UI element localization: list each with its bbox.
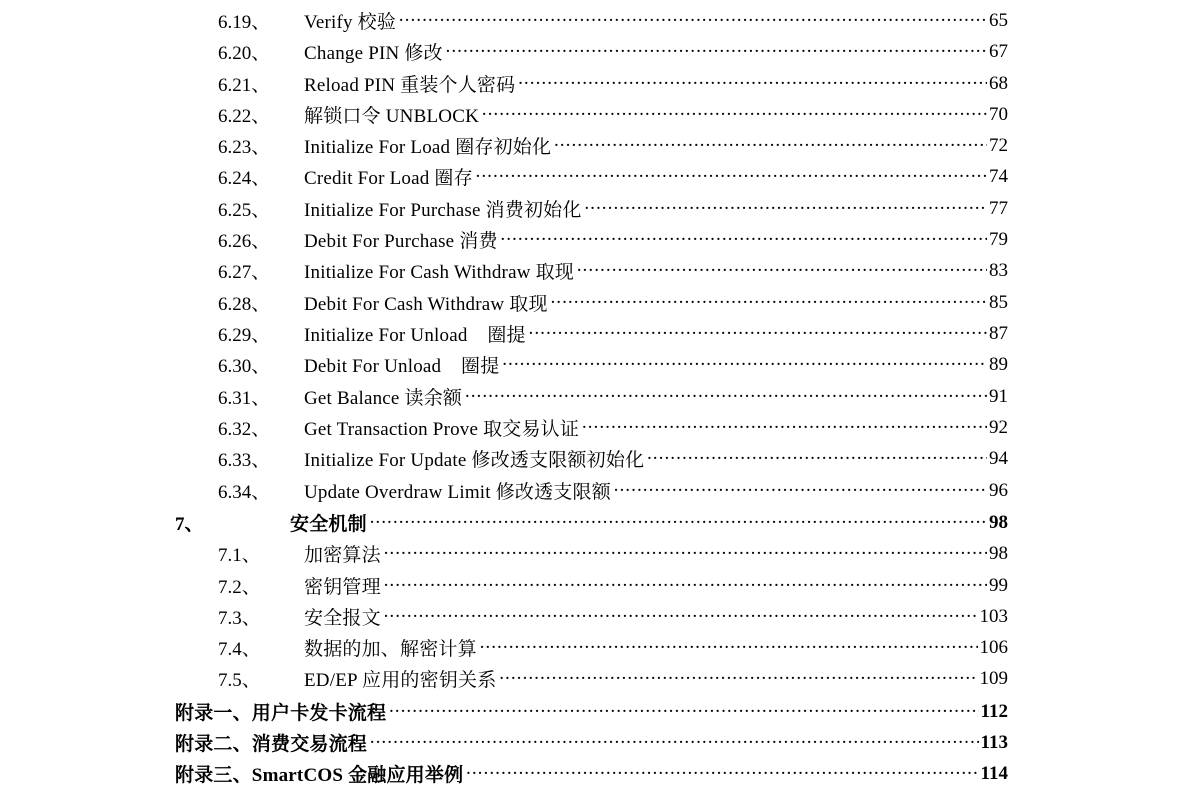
toc-appendix-page: 113 — [980, 731, 1008, 753]
toc-entry-page: 103 — [979, 605, 1008, 627]
dot-leader — [576, 260, 987, 282]
toc-entry-page: 99 — [989, 574, 1008, 596]
dot-leader — [383, 575, 987, 597]
toc-chapter-title: 安全机制 — [290, 514, 367, 535]
toc-entry-7-2[interactable] — [218, 570, 1008, 601]
dot-leader — [646, 448, 987, 470]
dot-leader — [369, 512, 987, 534]
toc-entry-6-33[interactable] — [218, 443, 1008, 474]
toc-entry-6-29[interactable] — [218, 318, 1008, 349]
toc-entry-number: 6.27、 — [218, 262, 271, 283]
toc-entry-number: 6.23、 — [218, 137, 271, 158]
dot-leader — [383, 543, 987, 565]
toc-entry-number: 6.25、 — [218, 200, 271, 221]
toc-entry-page: 74 — [989, 165, 1008, 187]
toc-entry-number: 7.1、 — [218, 545, 261, 566]
toc-entry-page: 98 — [989, 542, 1008, 564]
toc-entry-title: Initialize For Load 圈存初始化 — [304, 137, 552, 158]
toc-entry-page: 65 — [989, 9, 1008, 31]
dot-leader — [517, 73, 987, 95]
toc-entry-number: 6.29、 — [218, 325, 271, 346]
toc-entry-page: 85 — [989, 291, 1008, 313]
toc-entry-number: 6.28、 — [218, 294, 271, 315]
toc-entry-page: 106 — [979, 636, 1008, 658]
toc-entry-number: 6.30、 — [218, 356, 271, 377]
toc-entry-number: 6.20、 — [218, 43, 271, 64]
toc-entry-title: Debit For Cash Withdraw 取现 — [304, 294, 548, 315]
toc-entry-page: 67 — [989, 40, 1008, 62]
dot-leader — [528, 323, 987, 345]
dot-leader — [501, 354, 987, 376]
toc-appendix-page: 112 — [980, 700, 1008, 722]
toc-entry-number: 6.33、 — [218, 450, 271, 471]
toc-entry-6-21[interactable] — [218, 68, 1008, 99]
toc-entry-title: 加密算法 — [304, 545, 381, 566]
toc-appendix-title: 附录一、用户卡发卡流程 — [175, 703, 387, 724]
toc-entry-number: 7.4、 — [218, 639, 261, 660]
dot-leader — [383, 606, 978, 628]
toc-appendix-2[interactable] — [175, 727, 1008, 758]
dot-leader — [553, 135, 987, 157]
toc-entry-title: Change PIN 修改 — [304, 43, 443, 64]
toc-entry-7-4[interactable] — [218, 632, 1008, 663]
toc-entry-6-34[interactable] — [218, 475, 1008, 506]
toc-entry-title: Update Overdraw Limit 修改透支限额 — [304, 482, 611, 503]
toc-entry-number: 7.2、 — [218, 577, 261, 598]
dot-leader — [613, 480, 987, 502]
toc-entry-page: 87 — [989, 322, 1008, 344]
dot-leader — [500, 229, 987, 251]
toc-entry-page: 83 — [989, 259, 1008, 281]
toc-appendix-title: 附录三、SmartCOS 金融应用举例 — [175, 765, 464, 786]
toc-entry-title: Initialize For Update 修改透支限额初始化 — [304, 450, 645, 471]
toc-entry-title: 安全报文 — [304, 608, 381, 629]
toc-appendix-3[interactable] — [175, 758, 1008, 789]
toc-entry-page: 72 — [989, 134, 1008, 156]
toc-entry-number: 7.5、 — [218, 670, 261, 691]
toc-entry-title: Get Balance 读余额 — [304, 388, 463, 409]
toc-entry-page: 96 — [989, 479, 1008, 501]
toc-chapter-7[interactable] — [175, 507, 1008, 538]
toc-entry-title: Debit For Purchase 消费 — [304, 231, 498, 252]
toc-entry-6-32[interactable] — [218, 412, 1008, 443]
toc-entry-6-30[interactable] — [218, 349, 1008, 380]
toc-entry-6-20[interactable] — [218, 36, 1008, 67]
toc-entry-page: 92 — [989, 416, 1008, 438]
toc-entry-7-3[interactable] — [218, 601, 1008, 632]
toc-appendix-page: 114 — [980, 762, 1008, 784]
toc-entry-page: 79 — [989, 228, 1008, 250]
toc-entry-title: 密钥管理 — [304, 577, 381, 598]
toc-entry-number: 6.21、 — [218, 75, 271, 96]
dot-leader — [369, 732, 979, 754]
toc-entry-number: 7.3、 — [218, 608, 261, 629]
toc-entry-page: 91 — [989, 385, 1008, 407]
dot-leader — [388, 701, 978, 723]
dot-leader — [479, 637, 978, 659]
toc-entry-number: 6.22、 — [218, 106, 271, 127]
dot-leader — [398, 10, 987, 32]
toc-entry-7-5[interactable] — [218, 663, 1008, 694]
toc-entry-title: Initialize For Unload 圈提 — [304, 325, 526, 346]
dot-leader — [584, 198, 987, 220]
toc-entry-number: 6.26、 — [218, 231, 271, 252]
toc-entry-6-26[interactable] — [218, 224, 1008, 255]
toc-entry-6-22[interactable] — [218, 99, 1008, 130]
toc-entry-title: Get Transaction Prove 取交易认证 — [304, 419, 580, 440]
toc-entry-title: Reload PIN 重装个人密码 — [304, 75, 516, 96]
dot-leader — [465, 763, 978, 785]
dot-leader — [445, 41, 987, 63]
toc-entry-6-28[interactable] — [218, 287, 1008, 318]
toc-entry-number: 6.24、 — [218, 168, 271, 189]
dot-leader — [498, 668, 977, 690]
dot-leader — [475, 166, 987, 188]
toc-entry-7-1[interactable] — [218, 538, 1008, 569]
toc-entry-6-23[interactable] — [218, 130, 1008, 161]
toc-entry-number: 6.31、 — [218, 388, 271, 409]
toc-entry-title: Initialize For Purchase 消费初始化 — [304, 200, 582, 221]
toc-entry-6-24[interactable] — [218, 161, 1008, 192]
dot-leader — [481, 104, 987, 126]
toc-entry-number: 6.19、 — [218, 12, 271, 33]
toc-entry-page: 89 — [989, 353, 1008, 375]
toc-entry-page: 68 — [989, 72, 1008, 94]
toc-entry-6-31[interactable] — [218, 381, 1008, 412]
toc-entry-title: Credit For Load 圈存 — [304, 168, 473, 189]
toc-entry-page: 77 — [989, 197, 1008, 219]
toc-appendix-title: 附录二、消费交易流程 — [175, 734, 368, 755]
toc-entry-title: 解锁口令 UNBLOCK — [304, 106, 479, 127]
dot-leader — [464, 386, 987, 408]
toc-entry-title: 数据的加、解密计算 — [304, 639, 477, 660]
toc-entry-page: 70 — [989, 103, 1008, 125]
toc-entry-6-27[interactable] — [218, 255, 1008, 286]
toc-appendix-1[interactable] — [175, 696, 1008, 727]
toc-entry-title: ED/EP 应用的密钥关系 — [304, 670, 497, 691]
toc-chapter-number: 7、 — [175, 514, 204, 535]
toc-entry-6-19[interactable] — [218, 5, 1008, 36]
toc-entry-title: Debit For Unload 圈提 — [304, 356, 500, 377]
toc-entry-title: Verify 校验 — [304, 12, 397, 33]
dot-leader — [581, 417, 987, 439]
toc-entry-title: Initialize For Cash Withdraw 取现 — [304, 262, 574, 283]
toc-entry-number: 6.34、 — [218, 482, 271, 503]
toc-entry-page: 109 — [979, 667, 1008, 689]
toc-entry-6-25[interactable] — [218, 193, 1008, 224]
toc-chapter-page: 98 — [989, 511, 1008, 533]
toc-entry-number: 6.32、 — [218, 419, 271, 440]
dot-leader — [550, 292, 987, 314]
toc-entry-page: 94 — [989, 447, 1008, 469]
